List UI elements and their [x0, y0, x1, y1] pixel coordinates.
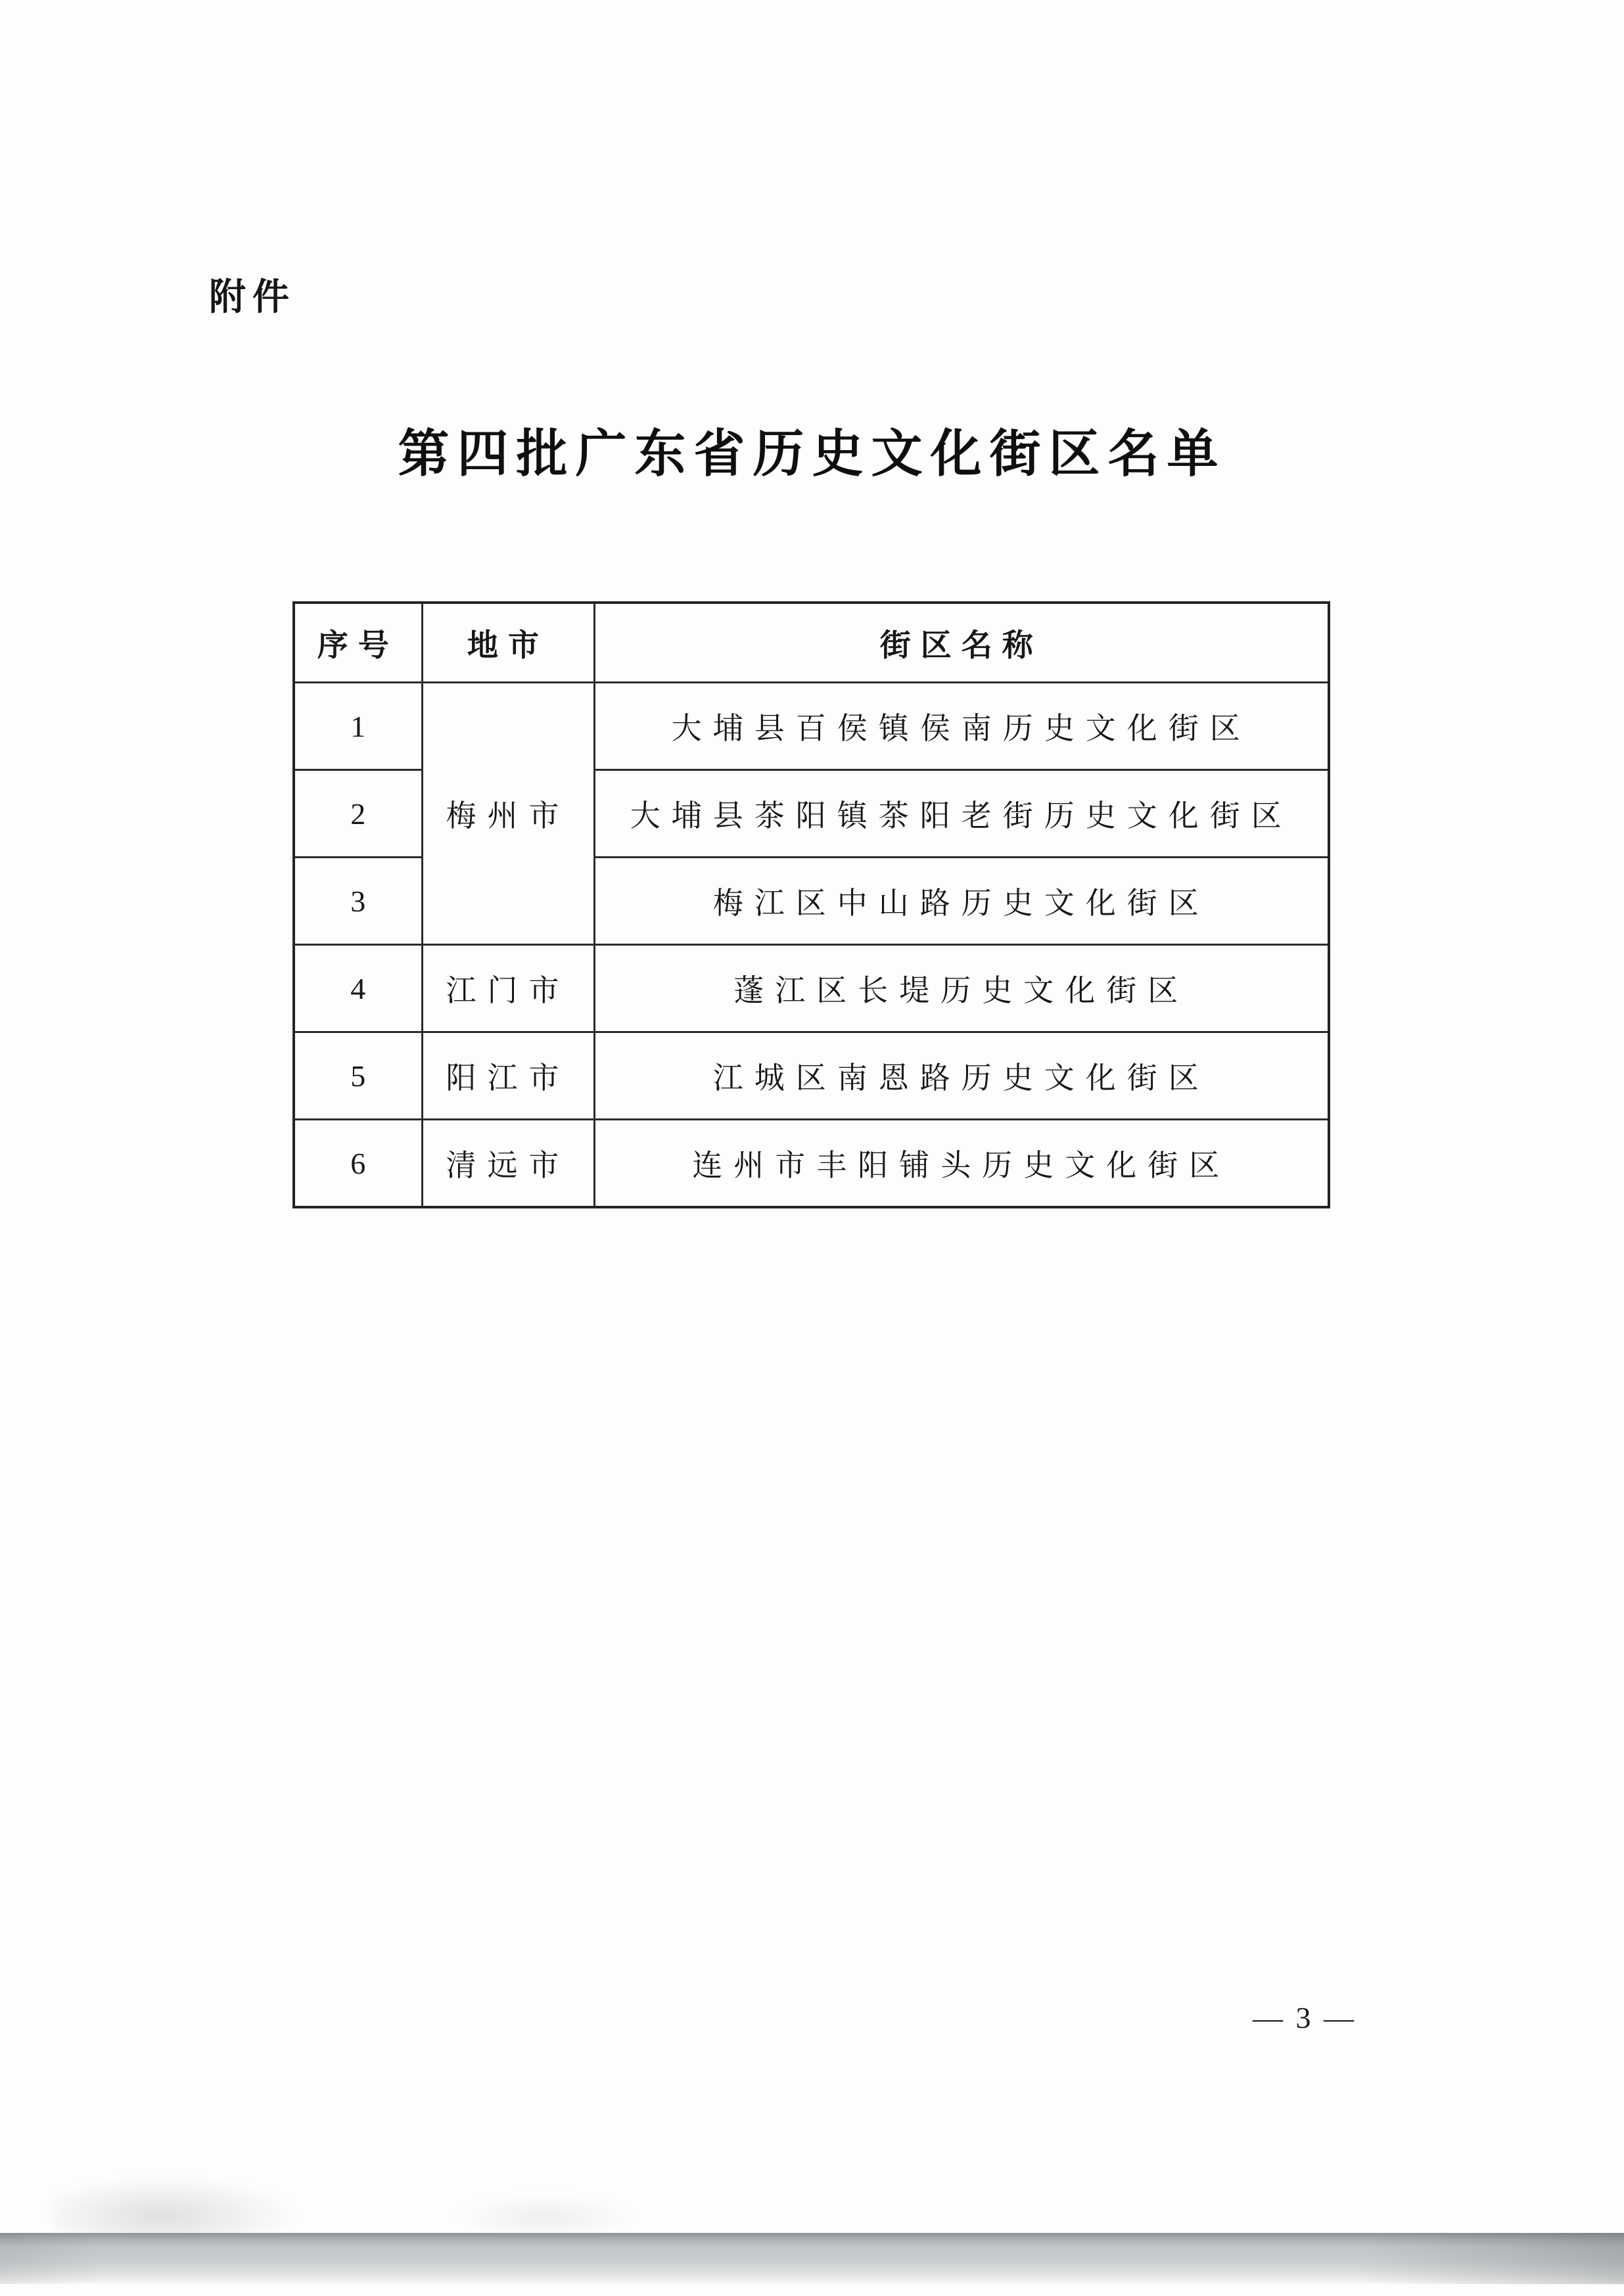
cell-city-merged: 梅州市 [422, 683, 594, 945]
cell-district-name: 蓬江区长堤历史文化街区 [594, 945, 1329, 1032]
cell-city: 阳江市 [422, 1032, 594, 1120]
cell-row-number: 3 [294, 858, 422, 945]
header-cell-no: 序号 [294, 603, 422, 683]
cell-district-name: 大埔县百侯镇侯南历史文化街区 [594, 683, 1329, 770]
table-row [294, 683, 1329, 770]
table-row [294, 1032, 1329, 1120]
table-row [294, 945, 1329, 1032]
cell-district-name: 连州市丰阳铺头历史文化街区 [594, 1120, 1329, 1208]
header-cell-city: 地市 [422, 603, 594, 683]
cell-row-number: 5 [294, 1032, 422, 1120]
attachment-label: 附件 [209, 276, 296, 317]
table-row [294, 1120, 1329, 1208]
scan-smudge-artifact [53, 2176, 296, 2237]
cell-city: 清远市 [422, 1120, 594, 1208]
table-header-row [294, 603, 1329, 683]
page-number: — 3 — [1253, 2001, 1357, 2034]
cell-district-name: 大埔县茶阳镇茶阳老街历史文化街区 [594, 770, 1329, 858]
scan-shadow-band [0, 2233, 1624, 2284]
districts-table [292, 601, 1330, 1208]
cell-row-number: 6 [294, 1120, 422, 1208]
header-cell-district: 街区名称 [594, 603, 1329, 683]
cell-district-name: 江城区南恩路历史文化街区 [594, 1032, 1329, 1120]
cell-row-number: 4 [294, 945, 422, 1032]
scan-smudge-artifact [453, 2193, 638, 2233]
page-title: 第四批广东省历史文化街区名单 [398, 425, 1226, 482]
cell-district-name: 梅江区中山路历史文化街区 [594, 858, 1329, 945]
cell-city: 江门市 [422, 945, 594, 1032]
cell-row-number: 2 [294, 770, 422, 858]
cell-row-number: 1 [294, 683, 422, 770]
